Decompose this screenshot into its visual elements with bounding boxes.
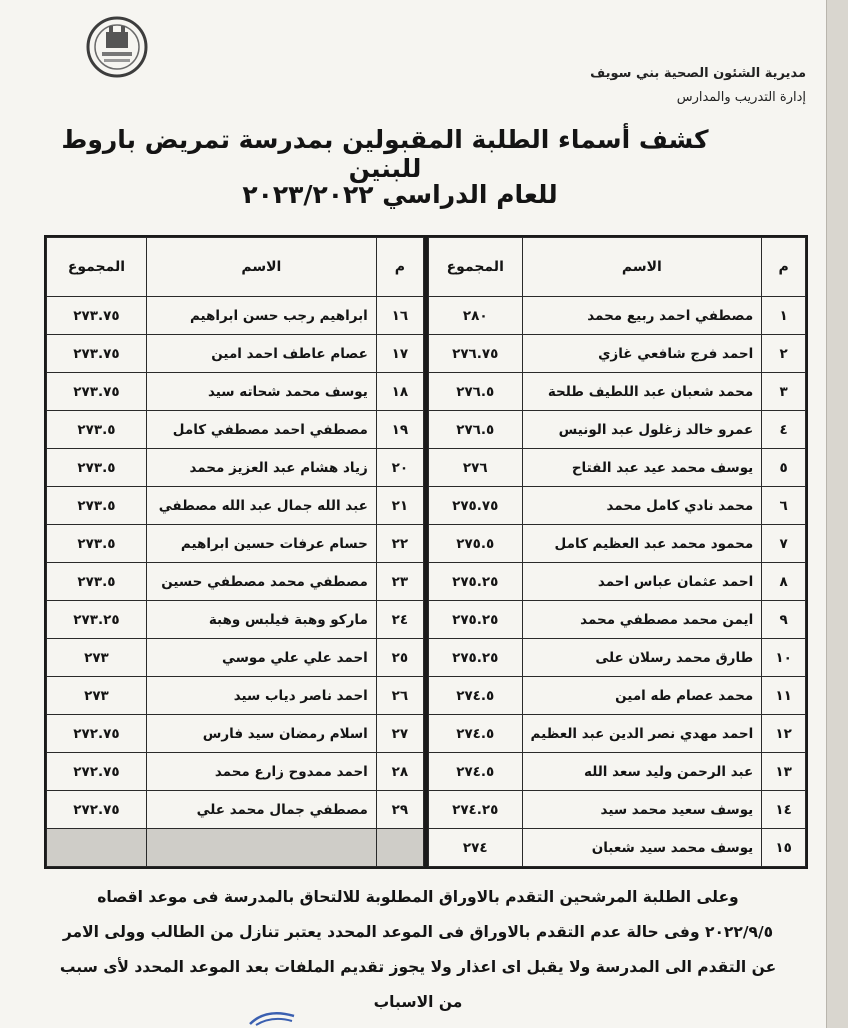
student-number: ٢٤: [376, 601, 423, 639]
student-number: ٢: [762, 335, 806, 373]
student-number: ١٣: [762, 753, 806, 791]
header-block: [590, 64, 806, 108]
student-number: ٩: [762, 601, 806, 639]
table-header-row: [47, 238, 424, 297]
student-total: ٢٧٢.٧٥: [47, 715, 147, 753]
student-total: ٢٧٣.٧٥: [47, 335, 147, 373]
header-name: الاسم: [146, 238, 376, 297]
table-row: [47, 715, 424, 753]
student-total: ٢٧٣.٥: [47, 411, 147, 449]
table-row: [429, 563, 806, 601]
student-name: عمرو خالد زغلول عبد الونيس: [522, 411, 762, 449]
student-total: ٢٧٤.٥: [429, 677, 523, 715]
student-number: ٢٩: [376, 791, 423, 829]
student-number: ١٩: [376, 411, 423, 449]
header-total: المجموع: [47, 238, 147, 297]
student-name: احمد ناصر دياب سيد: [146, 677, 376, 715]
student-total: ٢٧٥.٢٥: [429, 639, 523, 677]
table-row: [47, 639, 424, 677]
note-line: ٢٠٢٢/٩/٥ وفى حالة عدم التقدم بالاوراق فى الموعد المحدد يعتبر تنازل من الطالب وولى الامر: [62, 923, 774, 941]
header-num: م: [762, 238, 806, 297]
student-name: عصام عاطف احمد امين: [146, 335, 376, 373]
student-name: ماركو وهبة فيلبس وهبة: [146, 601, 376, 639]
students-tables: [46, 237, 806, 869]
student-total: ٢٧٦.٥: [429, 373, 523, 411]
student-number: ٦: [762, 487, 806, 525]
student-total: ٢٧٣.٢٥: [47, 601, 147, 639]
student-total: ٢٧٣.٥: [47, 563, 147, 601]
table-row: [429, 791, 806, 829]
students-table-right: [428, 237, 806, 867]
table-header-row: [429, 238, 806, 297]
student-name: احمد عثمان عباس احمد: [522, 563, 762, 601]
student-total: ٢٧٢.٧٥: [47, 753, 147, 791]
student-number: ١٢: [762, 715, 806, 753]
student-name: طارق محمد رسلان على: [522, 639, 762, 677]
table-row: [47, 373, 424, 411]
student-number: ٧: [762, 525, 806, 563]
table-row: [429, 601, 806, 639]
table-row: [47, 753, 424, 791]
page-edge: [826, 0, 848, 1028]
student-total: ٢٧٦.٥: [429, 411, 523, 449]
table-row: [47, 335, 424, 373]
student-total: ٢٧٥.٥: [429, 525, 523, 563]
note-line: عن التقدم الى المدرسة ولا يقبل اى اعذار ولا يجوز تقديم الملفات بعد الموعد المحدد لأى سبب: [59, 958, 777, 976]
note-line: من الاسباب: [373, 993, 463, 1011]
table-row: [429, 753, 806, 791]
student-name: اسلام رمضان سيد فارس: [146, 715, 376, 753]
student-number: ٥: [762, 449, 806, 487]
table-row: [47, 449, 424, 487]
student-name: يوسف سعيد محمد سيد: [522, 791, 762, 829]
student-number: ٢٦: [376, 677, 423, 715]
table-row: [47, 791, 424, 829]
student-total: ٢٧٣.٧٥: [47, 297, 147, 335]
student-total: ٢٧٤.٥: [429, 715, 523, 753]
student-name: محمد نادي كامل محمد: [522, 487, 762, 525]
student-name: مصطفي جمال محمد علي: [146, 791, 376, 829]
student-total: ٢٧٤: [429, 829, 523, 867]
student-name: يوسف محمد عيد عبد الفتاح: [522, 449, 762, 487]
student-name: عبد الله جمال عبد الله مصطفي: [146, 487, 376, 525]
student-name: احمد فرج شافعي غازي: [522, 335, 762, 373]
student-name: مصطفي محمد مصطفي حسين: [146, 563, 376, 601]
student-number: ١٦: [376, 297, 423, 335]
student-number: ٤: [762, 411, 806, 449]
ministry-logo: [78, 14, 156, 80]
student-total: ٢٧٣.٧٥: [47, 373, 147, 411]
student-number: ١٧: [376, 335, 423, 373]
student-number: ١١: [762, 677, 806, 715]
student-total: ٢٧٣.٥: [47, 487, 147, 525]
student-number: ٢٧: [376, 715, 423, 753]
table-row: [429, 449, 806, 487]
table-row: [47, 487, 424, 525]
student-name: محمود محمد عبد العظيم كامل: [522, 525, 762, 563]
student-total: ٢٨٠: [429, 297, 523, 335]
student-total: ٢٧٥.٧٥: [429, 487, 523, 525]
student-name: حسام عرفات حسين ابراهيم: [146, 525, 376, 563]
student-name: محمد شعبان عبد اللطيف طلحة: [522, 373, 762, 411]
empty-cell: [376, 829, 423, 867]
student-total: ٢٧٣: [47, 677, 147, 715]
student-name: احمد مهدي نصر الدين عبد العظيم: [522, 715, 762, 753]
empty-cell: [146, 829, 376, 867]
student-number: ٨: [762, 563, 806, 601]
student-number: ٢٢: [376, 525, 423, 563]
table-row: [429, 525, 806, 563]
table-row: [47, 601, 424, 639]
student-number: ١٥: [762, 829, 806, 867]
student-name: يوسف محمد شحاته سيد: [146, 373, 376, 411]
student-name: محمد عصام طه امين: [522, 677, 762, 715]
student-total: ٢٧٤.٥: [429, 753, 523, 791]
signature-mark: [248, 1006, 298, 1026]
table-row: [429, 373, 806, 411]
table-row: [429, 411, 806, 449]
student-number: ١٨: [376, 373, 423, 411]
student-total: ٢٧٥.٢٥: [429, 601, 523, 639]
student-name: زياد هشام عبد العزيز محمد: [146, 449, 376, 487]
table-row: [47, 563, 424, 601]
student-total: ٢٧٦: [429, 449, 523, 487]
student-name: مصطفي احمد ربيع محمد: [522, 297, 762, 335]
student-number: ٢٠: [376, 449, 423, 487]
student-total: ٢٧٣.٥: [47, 449, 147, 487]
academic-year: للعام الدراسي ٢٠٢٣/٢٠٢٢: [242, 180, 558, 209]
table-row: [429, 297, 806, 335]
student-number: ٢٥: [376, 639, 423, 677]
table-row: [429, 715, 806, 753]
directorate-name: مديرية الشئون الصحية بني سويف: [590, 66, 806, 81]
student-number: ٢٣: [376, 563, 423, 601]
table-row: [429, 677, 806, 715]
table-row: [47, 411, 424, 449]
student-name: ايمن محمد مصطفي محمد: [522, 601, 762, 639]
student-total: ٢٧٥.٢٥: [429, 563, 523, 601]
table-row: [47, 297, 424, 335]
empty-cell: [47, 829, 147, 867]
student-total: ٢٧٣: [47, 639, 147, 677]
student-number: ١٤: [762, 791, 806, 829]
student-total: ٢٧٤.٢٥: [429, 791, 523, 829]
student-number: ٢١: [376, 487, 423, 525]
student-name: احمد علي علي موسي: [146, 639, 376, 677]
instructions-note: [40, 880, 796, 1020]
table-row: [47, 677, 424, 715]
student-name: احمد ممدوح زارع محمد: [146, 753, 376, 791]
student-number: ١٠: [762, 639, 806, 677]
document-title: كشف أسماء الطلبة المقبولين بمدرسة تمريض باروط للبنين: [61, 125, 709, 183]
header-num: م: [376, 238, 423, 297]
table-row: [47, 525, 424, 563]
table-row: [429, 829, 806, 867]
department-name: إدارة التدريب والمدارس: [676, 90, 806, 105]
table-row: [429, 487, 806, 525]
header-name: الاسم: [522, 238, 762, 297]
student-name: ابراهيم رجب حسن ابراهيم: [146, 297, 376, 335]
student-number: ١: [762, 297, 806, 335]
student-name: يوسف محمد سيد شعبان: [522, 829, 762, 867]
header-total: المجموع: [429, 238, 523, 297]
students-table-left: [46, 237, 424, 867]
table-row: [429, 335, 806, 373]
student-number: ٢٨: [376, 753, 423, 791]
empty-row: [47, 829, 424, 867]
student-total: ٢٧٦.٧٥: [429, 335, 523, 373]
student-name: مصطفي احمد مصطفي كامل: [146, 411, 376, 449]
student-total: ٢٧٢.٧٥: [47, 791, 147, 829]
student-total: ٢٧٣.٥: [47, 525, 147, 563]
student-number: ٣: [762, 373, 806, 411]
note-line: وعلى الطلبة المرشحين التقدم بالاوراق المطلوبة للالتحاق بالمدرسة فى موعد اقصاه: [97, 888, 739, 906]
table-row: [429, 639, 806, 677]
student-name: عبد الرحمن وليد سعد الله: [522, 753, 762, 791]
